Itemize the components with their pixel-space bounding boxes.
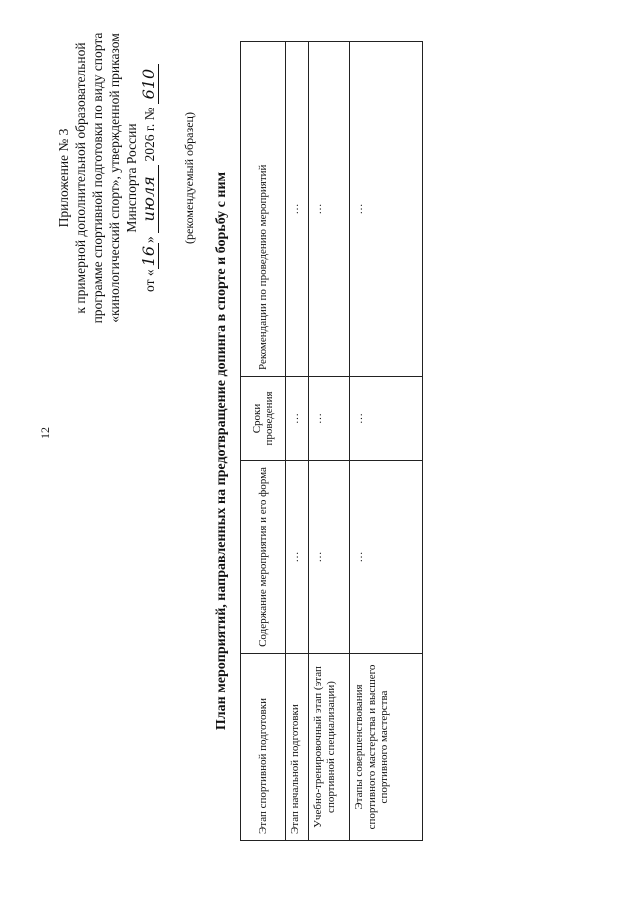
order-year: 2026 г. № [142,104,158,165]
stage-cell: Этапы совершенствования спортивного мастерства и высшего спортивного мастерства [350,654,423,841]
recommendations-cell: … [309,42,350,377]
order-date-line [141,13,159,343]
table-row [309,42,350,841]
dates-cell: … [286,377,309,461]
table-row [286,42,309,841]
appendix-line: Минспорта России [123,123,139,233]
plan-table [240,41,423,841]
order-month-handwritten: июля [141,165,159,233]
dates-cell: … [309,377,350,461]
stage-cell: Учебно-тренировочный этап (этап спортивной специализации) [309,654,350,841]
dates-cell: … [350,377,423,461]
header-dates: Сроки проведения [241,377,286,461]
appendix-title: Приложение № 3 [56,128,71,228]
appendix-line: к примерной дополнительной образовательной [72,42,88,314]
stage-cell: Этап начальной подготовки [286,654,309,841]
appendix-line: «кинологический спорт», утвержденной приказом [106,33,122,323]
header-content: Содержание мероприятия и его форма [241,461,286,654]
table-header-row [241,42,286,841]
recommendations-cell: … [286,42,309,377]
sample-note: (рекомендуемый образец) [182,112,196,244]
plan-title: План мероприятий, направленных на предотвращение допинга в спорте и борьбу с ним [214,171,229,731]
header-stage: Этап спортивной подготовки [241,654,286,841]
order-number-handwritten: 610 [141,64,159,104]
appendix-line: программе спортивной подготовки по виду спорта [89,32,105,324]
content-cell: … [286,461,309,654]
recommendations-cell: … [350,42,423,377]
header-recommendations: Рекомендации по проведению мероприятий [241,42,286,377]
order-mid: » [142,232,158,243]
order-prefix: от « [142,269,158,292]
content-cell: … [350,461,423,654]
appendix-header [56,13,159,343]
page-number: 12 [38,427,52,439]
table-row [350,42,423,841]
content-cell: … [309,461,350,654]
order-day-handwritten: 16 [141,243,159,269]
